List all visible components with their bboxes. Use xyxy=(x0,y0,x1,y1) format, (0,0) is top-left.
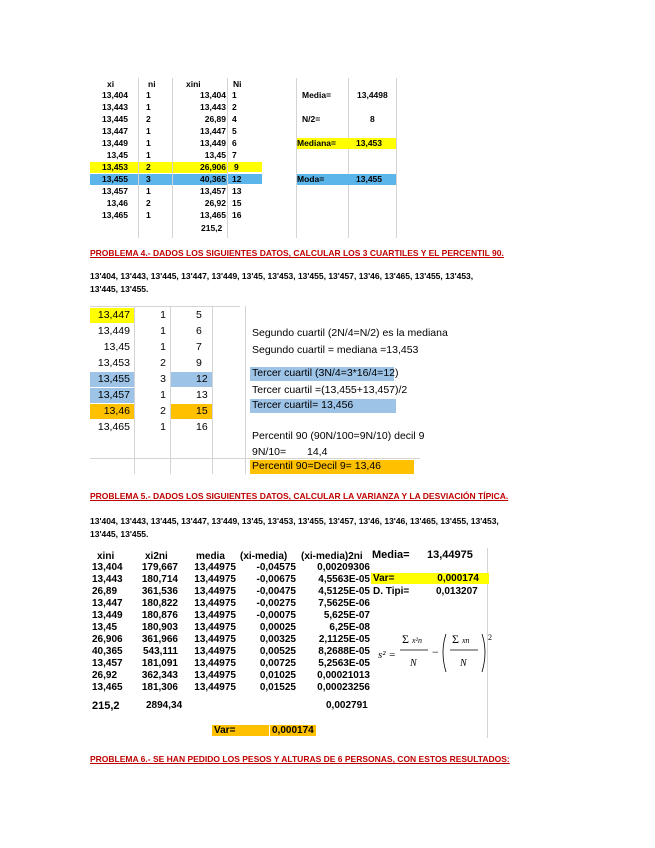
table3-cell-xi-media-2ni: 7,5625E-06 xyxy=(318,598,370,609)
n2-value: 8 xyxy=(370,114,375,124)
table2-cell-ni: 1 xyxy=(160,421,166,433)
table3-cell-xi-media: 0,00525 xyxy=(259,646,296,657)
table1-cell-xi: 13,449 xyxy=(102,138,128,148)
header-media: media xyxy=(196,551,225,562)
table2-cell-xi: 13,457 xyxy=(97,389,130,401)
table3-cell-xi2ni: 180,714 xyxy=(141,574,178,585)
table2-cell-Ni: 12 xyxy=(196,373,208,385)
table3-cell-xini: 26,906 xyxy=(92,634,123,645)
table3-cell-xini: 13,447 xyxy=(92,598,123,609)
table1-cell-ni: 2 xyxy=(146,162,151,172)
table1-cell-ni: 1 xyxy=(146,102,151,112)
table1-cell-xi: 13,447 xyxy=(102,126,128,136)
table3-cell-xi-media-2ni: 0,00021013 xyxy=(317,670,370,681)
table3-cell-xi2ni: 362,343 xyxy=(141,670,178,681)
table3-cell-xi-media: 0,01025 xyxy=(259,670,296,681)
table2-cell-Ni: 6 xyxy=(196,325,202,337)
problem5-data-line1: 13'404, 13'443, 13'445, 13'447, 13'449, 13'45, 13'453, 13'455, 13'457, 13'46, 13'46, 13'465, 13'455, 13'453, xyxy=(90,516,499,526)
table2-cell-ni: 1 xyxy=(160,341,166,353)
table3-cell-xi-media: -0,00075 xyxy=(256,610,296,621)
table1-cell-xini: 13,457 xyxy=(200,186,226,196)
svg-text:N: N xyxy=(410,658,417,669)
table1-cell-xi: 13,404 xyxy=(102,90,128,100)
table3-cell-xi-media: -0,00275 xyxy=(256,598,296,609)
table3-cell-xini: 13,465 xyxy=(92,682,123,693)
table3-cell-xi2ni: 361,536 xyxy=(141,586,178,597)
formula-s2: s² = xyxy=(378,649,396,661)
table2-cell-xi: 13,46 xyxy=(103,405,130,417)
table1-cell-ni: 1 xyxy=(146,90,151,100)
table1-cell-Ni: 12 xyxy=(228,174,262,184)
percentil-result: Percentil 90=Decil 9= 13,46 xyxy=(250,460,414,474)
table3-cell-media: 13,44975 xyxy=(194,682,236,693)
var-label: Var= xyxy=(373,573,395,584)
svg-text:Σ: Σ xyxy=(452,632,459,646)
percentil-note1: Percentil 90 (90N/100=9N/10) decil 9 xyxy=(252,430,425,442)
mediana-label: Mediana= xyxy=(297,138,348,149)
table3-cell-xi-media: -0,00675 xyxy=(256,574,296,585)
table1-cell-Ni: 1 xyxy=(232,90,237,100)
moda-label: Moda= xyxy=(297,174,348,185)
variance-formula xyxy=(376,632,506,676)
svg-text:Σ: Σ xyxy=(402,632,409,646)
table2-cell-xi: 13,45 xyxy=(103,341,130,353)
table3-cell-xi-media-2ni: 0,00023256 xyxy=(317,682,370,693)
header-xi-media: (xi-media) xyxy=(240,551,288,562)
table3-cell-xi2ni: 361,966 xyxy=(141,634,178,645)
table2-cell-ni: 2 xyxy=(160,357,166,369)
var2-label: Var= xyxy=(214,725,236,736)
svg-text:2: 2 xyxy=(488,633,492,642)
table1-cell-Ni: 6 xyxy=(232,138,237,148)
table1-cell-xi: 13,465 xyxy=(102,210,128,220)
header-Ni: Ni xyxy=(233,79,242,89)
n2-label: N/2= xyxy=(302,114,321,124)
table1-cell-Ni: 16 xyxy=(232,210,242,220)
table1-cell-ni: 2 xyxy=(146,198,151,208)
total-xi2ni: 2894,34 xyxy=(146,700,183,711)
table1-cell-xini: 13,465 xyxy=(200,210,226,220)
table1-cell-xini: 26,92 xyxy=(204,198,226,208)
table1-cell-xini: 13,404 xyxy=(200,90,226,100)
table3-cell-xi-media: -0,04575 xyxy=(256,562,296,573)
table1-cell-xini: 13,449 xyxy=(200,138,226,148)
table3-cell-xi-media: -0,00475 xyxy=(256,586,296,597)
problem4-data-line2: 13'445, 13'455. xyxy=(90,284,149,294)
problem5-data-line2: 13'445, 13'455. xyxy=(90,529,149,539)
table1-cell-xini: 26,89 xyxy=(204,114,226,124)
var2-row xyxy=(212,725,314,736)
percentil-note2-label: 9N/10= xyxy=(252,446,287,458)
table3-cell-xi-media-2ni: 5,625E-07 xyxy=(323,610,370,621)
table2-cell-xi: 13,465 xyxy=(97,421,130,433)
table3-cell-xini: 13,45 xyxy=(92,622,118,633)
mediana-value: 13,453 xyxy=(348,138,396,149)
table3-cell-media: 13,44975 xyxy=(194,598,236,609)
table3-cell-xini: 40,365 xyxy=(92,646,123,657)
table3-cell-xi2ni: 180,903 xyxy=(141,622,178,633)
table2-cell-ni: 3 xyxy=(160,373,166,385)
table2-cell-Ni: 5 xyxy=(196,309,202,321)
table3-cell-xi-media: 0,00725 xyxy=(259,658,296,669)
problem6-title: PROBLEMA 6.- SE HAN PEDIDO LOS PESOS Y ALTURAS DE 6 PERSONAS, CON ESTOS RESULTADOS: xyxy=(90,754,510,764)
var2-value: 0,000174 xyxy=(272,725,314,736)
total-last: 0,002791 xyxy=(326,700,368,711)
problem4-title: PROBLEMA 4.- DADOS LOS SIGUIENTES DATOS, CALCULAR LOS 3 CUARTILES Y EL PERCENTIL 90. xyxy=(90,248,504,258)
table1-cell-Ni: 9 xyxy=(228,162,262,172)
table3-cell-media: 13,44975 xyxy=(194,610,236,621)
total-xini: 215,2 xyxy=(201,223,223,233)
svg-text:x²n: x²n xyxy=(412,636,422,645)
table3-cell-xi2ni: 543,111 xyxy=(142,646,178,657)
problem4-data-line1: 13'404, 13'443, 13'445, 13'447, 13'449, 13'45, 13'453, 13'455, 13'457, 13'46, 13'465, 13'455, 13'453, xyxy=(90,271,474,281)
table3-cell-xini: 13,443 xyxy=(92,574,123,585)
tercer-cuartil-note2: Tercer cuartil =(13,455+13,457)/2 xyxy=(252,384,408,396)
table3-cell-xi-media-2ni: 4,5125E-05 xyxy=(318,586,370,597)
table1-cell-ni: 2 xyxy=(146,114,151,124)
table1-cell-xi: 13,455 xyxy=(92,174,128,184)
header-xini: xini xyxy=(97,551,115,562)
table3-cell-xini: 26,89 xyxy=(92,586,118,597)
table3-cell-xi-media: 0,01525 xyxy=(259,682,296,693)
table3-cell-xi-media-2ni: 0,00209306 xyxy=(317,562,370,573)
table1-cell-Ni: 7 xyxy=(232,150,237,160)
table1-cell-xini: 40,365 xyxy=(180,174,226,184)
table3-cell-xini: 13,449 xyxy=(92,610,123,621)
dtip-label: D. Tipi= xyxy=(373,586,410,597)
table3-cell-xi2ni: 180,876 xyxy=(141,610,178,621)
table3-cell-xi-media-2ni: 4,5563E-05 xyxy=(318,574,370,585)
media-label: Media= xyxy=(302,90,332,100)
table3-cell-xi2ni: 179,667 xyxy=(141,562,178,573)
tercer-cuartil-note1: Tercer cuartil (3N/4=3*16/4=12) xyxy=(252,367,399,379)
table1-cell-ni: 3 xyxy=(146,174,151,184)
header-ni: ni xyxy=(148,79,156,89)
table3-cell-xini: 13,404 xyxy=(92,562,123,573)
tercer-cuartil-result: Tercer cuartil= 13,456 xyxy=(250,399,396,413)
header-xi-media-2ni: (xi-media)2ni xyxy=(301,551,363,562)
table3-cell-media: 13,44975 xyxy=(194,562,236,573)
svg-text:xn: xn xyxy=(462,636,470,645)
table3-cell-xi2ni: 180,822 xyxy=(141,598,178,609)
header-xini: xini xyxy=(186,79,201,89)
table2-cell-xi: 13,447 xyxy=(97,309,130,321)
table1-cell-ni: 1 xyxy=(146,210,151,220)
table1-cell-ni: 1 xyxy=(146,150,151,160)
table2-cell-xi: 13,453 xyxy=(97,357,130,369)
table1-cell-Ni: 2 xyxy=(232,102,237,112)
table1-cell-Ni: 4 xyxy=(232,114,237,124)
table3-cell-media: 13,44975 xyxy=(194,646,236,657)
table3-cell-xi-media: 0,00025 xyxy=(259,622,296,633)
table1-cell-xi: 13,445 xyxy=(102,114,128,124)
svg-text:N: N xyxy=(460,658,467,669)
table2-cell-Ni: 16 xyxy=(196,421,208,433)
table3-cell-media: 13,44975 xyxy=(194,670,236,681)
table2-cell-Ni: 7 xyxy=(196,341,202,353)
header-xi2ni: xi2ni xyxy=(145,551,168,562)
table2-cell-xi: 13,455 xyxy=(97,373,130,385)
header-xi: xi xyxy=(107,79,115,89)
svg-text:−: − xyxy=(432,645,439,659)
table1-cell-Ni: 13 xyxy=(232,186,242,196)
table2-cell-ni: 1 xyxy=(160,325,166,337)
table1-cell-xini: 13,443 xyxy=(200,102,226,112)
table1-cell-xi: 13,46 xyxy=(106,198,128,208)
table2-cell-ni: 1 xyxy=(160,309,166,321)
table3-cell-media: 13,44975 xyxy=(194,622,236,633)
table3-cell-media: 13,44975 xyxy=(194,574,236,585)
table3-cell-xi-media-2ni: 8,2688E-05 xyxy=(318,646,370,657)
table1-cell-xini: 26,906 xyxy=(180,162,226,172)
table1-cell-xi: 13,45 xyxy=(106,150,128,160)
table3-cell-xi-media-2ni: 6,25E-08 xyxy=(329,622,370,633)
table3-cell-xini: 13,457 xyxy=(92,658,123,669)
table2-cell-Ni: 13 xyxy=(196,389,208,401)
segundo-cuartil-note2: Segundo cuartil = mediana =13,453 xyxy=(252,344,419,356)
table3-cell-media: 13,44975 xyxy=(194,658,236,669)
table1-cell-Ni: 15 xyxy=(232,198,242,208)
percentil-note2-value: 14,4 xyxy=(307,446,328,458)
media-value: 13,44975 xyxy=(427,549,473,561)
table3-cell-xi-media-2ni: 5,2563E-05 xyxy=(318,658,370,669)
var-value: 0,000174 xyxy=(437,573,479,584)
table1-cell-Ni: 5 xyxy=(232,126,237,136)
media-value: 13,4498 xyxy=(357,90,388,100)
table3-cell-xi2ni: 181,091 xyxy=(141,658,178,669)
moda-value: 13,455 xyxy=(348,174,396,185)
table3-cell-xi2ni: 181,306 xyxy=(141,682,178,693)
table2-cell-xi: 13,449 xyxy=(97,325,130,337)
table1-cell-xini: 13,45 xyxy=(204,150,226,160)
table1-cell-ni: 1 xyxy=(146,186,151,196)
total-xini: 215,2 xyxy=(92,700,120,712)
segundo-cuartil-note1: Segundo cuartil (2N/4=N/2) es la mediana xyxy=(252,327,448,339)
table1-cell-xi: 13,457 xyxy=(102,186,128,196)
table1-cell-ni: 1 xyxy=(146,126,151,136)
table1-cell-xi: 13,443 xyxy=(102,102,128,112)
table1-cell-ni: 1 xyxy=(146,138,151,148)
table3-cell-media: 13,44975 xyxy=(194,586,236,597)
table3-cell-media: 13,44975 xyxy=(194,634,236,645)
table2-cell-ni: 1 xyxy=(160,389,166,401)
table3-cell-xi-media: 0,00325 xyxy=(259,634,296,645)
media-label: Media= xyxy=(372,549,410,561)
table2-cell-Ni: 9 xyxy=(196,357,202,369)
problem5-title: PROBLEMA 5.- DADOS LOS SIGUIENTES DATOS, CALCULAR LA VARIANZA Y LA DESVIACIÓN TÍPICA. xyxy=(90,491,509,501)
table3-cell-xini: 26,92 xyxy=(92,670,118,681)
table3-cell-xi-media-2ni: 2,1125E-05 xyxy=(318,634,370,645)
table2-cell-ni: 2 xyxy=(160,405,166,417)
table1-cell-xi: 13,453 xyxy=(92,162,128,172)
dtip-value: 0,013207 xyxy=(436,586,478,597)
var-row xyxy=(371,573,489,584)
table1-cell-xini: 13,447 xyxy=(200,126,226,136)
table2-cell-Ni: 15 xyxy=(196,405,208,417)
